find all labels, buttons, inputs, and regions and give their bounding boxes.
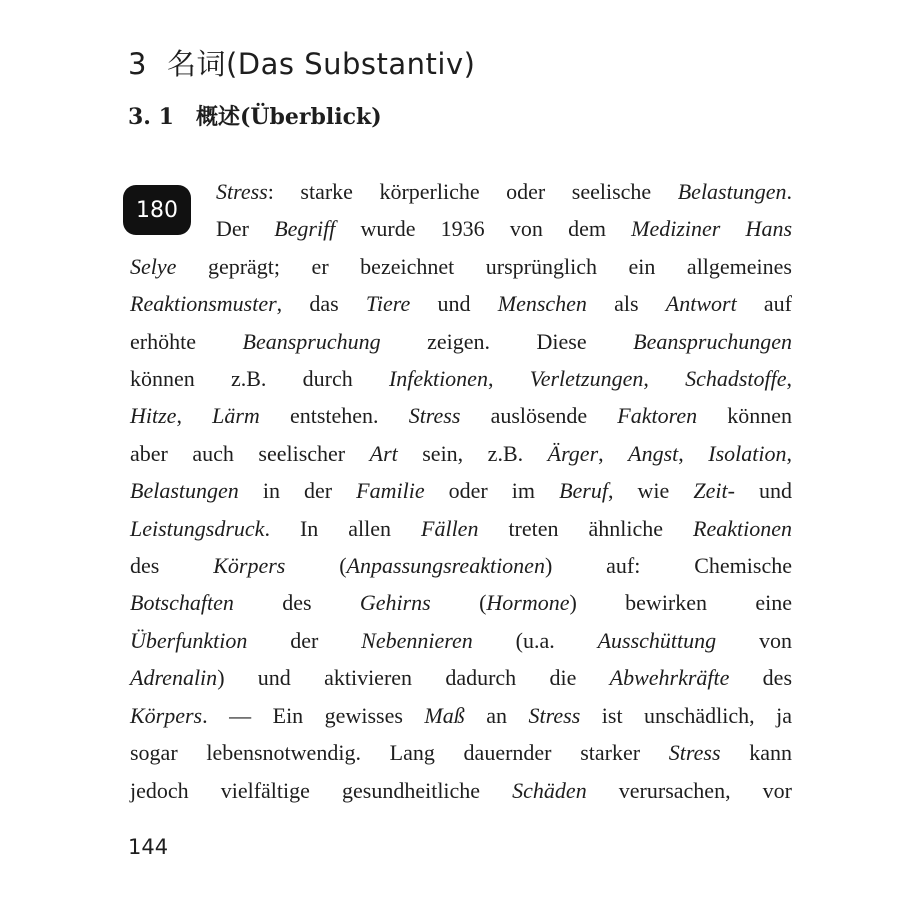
text-run: ) und aktivieren dadurch die [217,665,610,691]
chapter-title [128,42,475,83]
text-run: , [786,366,793,392]
text-run: und [410,291,498,317]
chapter-title-text: 名词(Das Substantiv) [166,47,476,81]
italic-term: Stress [216,179,268,204]
section-number: 3. 1 [128,104,174,130]
section-title [128,100,382,131]
text-run: der [247,627,362,653]
italic-term: Stress [668,740,721,766]
text-line [130,210,792,247]
italic-term: Belastungen [677,179,787,204]
italic-term: Gehirns [359,590,431,616]
italic-term: Maß [424,702,465,728]
text-run: Der [216,216,275,242]
text-line [130,659,792,696]
text-line [130,360,792,397]
italic-term: Ärger [547,440,599,466]
text-line [130,622,792,659]
text-run: ) auf: Chemische [544,553,793,579]
text-line [130,248,792,285]
text-run: verursachen, vor [586,777,792,803]
italic-term: Zeit- [693,478,735,504]
text-line [130,510,792,547]
text-line [130,772,792,809]
text-line [130,584,792,621]
text-run: in der [238,478,357,504]
text-run: geprägt; er bezeichnet ursprünglich ein allgemeines [176,253,792,279]
italic-term: Adrenalin [130,665,218,691]
italic-term: Begriff [274,216,336,242]
text-run: zeigen. Diese [380,328,634,354]
text-run: entstehen. [259,403,409,429]
italic-term: Faktoren [617,403,698,429]
italic-term: Belastungen [130,478,239,504]
text-run: jedoch vielfältige gesundheitliche [130,777,513,803]
text-run: können z.B. durch [130,366,389,392]
text-run: von [716,627,793,653]
italic-term: Fällen [421,515,479,541]
text-run: , [176,403,213,429]
text-run: , wie [607,478,694,504]
italic-term: Infektionen [388,366,488,392]
text-run: ) bewirken eine [569,590,792,616]
text-line [130,173,792,210]
italic-term: Selye [130,253,177,279]
italic-term: Hormone [486,590,570,616]
text-run: . — Ein gewisses [202,702,425,728]
italic-term: Angst [628,440,679,466]
italic-term: Botschaften [130,590,234,616]
italic-term: Familie [356,478,425,504]
page-number: 144 [128,835,169,859]
italic-term: Lärm [212,403,260,429]
chapter-number: 3 [128,47,147,81]
text-run: treten ähnliche [478,515,694,541]
italic-term: Beanspruchungen [633,328,793,354]
italic-term: Ausschüttung [597,627,717,653]
text-run: sogar lebensnotwendig. Lang dauernder starker [130,740,669,766]
italic-term: Reaktionsmuster [130,291,277,317]
text-run: auslösende [460,403,618,429]
text-run: des [729,665,793,691]
italic-term: Menschen [497,291,587,317]
text-line [130,472,792,509]
text-line [130,285,792,322]
text-run: können [697,403,793,429]
italic-term: Körpers [130,702,203,728]
italic-term: Schäden [512,777,587,803]
italic-term: Beanspruchung [242,328,381,354]
text-run: , [598,440,629,466]
text-run: des [130,553,214,579]
text-run: , [678,440,709,466]
text-run: kann [720,740,793,766]
italic-term: Überfunktion [130,627,248,653]
text-run: des [233,590,360,616]
text-run: , [487,366,530,392]
text-run: und [734,478,792,504]
text-line [130,397,792,434]
text-run: : starke körperliche oder seelische [267,179,678,204]
text-run: aber auch seelischer [130,440,370,466]
italic-term: Mediziner Hans [631,216,793,242]
text-line [130,435,792,472]
text-run: ( [285,553,347,579]
text-run: sein, z.B. [397,440,548,466]
italic-term: Stress [408,403,461,429]
text-run: auf [736,291,793,317]
italic-term: Abwehrkräfte [609,665,730,691]
body-paragraph [130,173,792,809]
text-run: wurde 1936 von dem [335,216,632,242]
text-run: ( [430,590,487,616]
italic-term: Beruf [559,478,608,504]
text-line [130,734,792,771]
text-run: als [586,291,666,317]
entry-number-badge: 180 [123,185,191,235]
italic-term: Leistungsdruck [130,515,265,541]
italic-term: Anpassungsreaktionen [346,553,545,579]
text-run: (u.a. [472,627,598,653]
italic-term: Isolation [708,440,787,466]
italic-term: Reaktionen [693,515,792,541]
text-run: oder im [424,478,560,504]
text-line [130,547,792,584]
section-title-text: 概述(Überblick) [195,104,382,130]
italic-term: Hitze [130,403,177,429]
text-run: , das [276,291,366,317]
text-run: . [786,179,792,204]
text-line [130,323,792,360]
text-run: an [464,702,529,728]
text-line [130,697,792,734]
italic-term: Schadstoffe [685,366,787,392]
text-run: ist unschädlich, ja [580,702,793,728]
text-run: , [786,440,792,466]
text-run: erhöhte [130,328,243,354]
italic-term: Körpers [213,553,286,579]
text-run: , [643,366,686,392]
italic-term: Stress [528,702,581,728]
text-run: . In allen [264,515,422,541]
italic-term: Art [369,440,398,466]
italic-term: Tiere [365,291,411,317]
italic-term: Nebennieren [361,627,473,653]
italic-term: Antwort [665,291,737,317]
italic-term: Verletzungen [529,366,644,392]
